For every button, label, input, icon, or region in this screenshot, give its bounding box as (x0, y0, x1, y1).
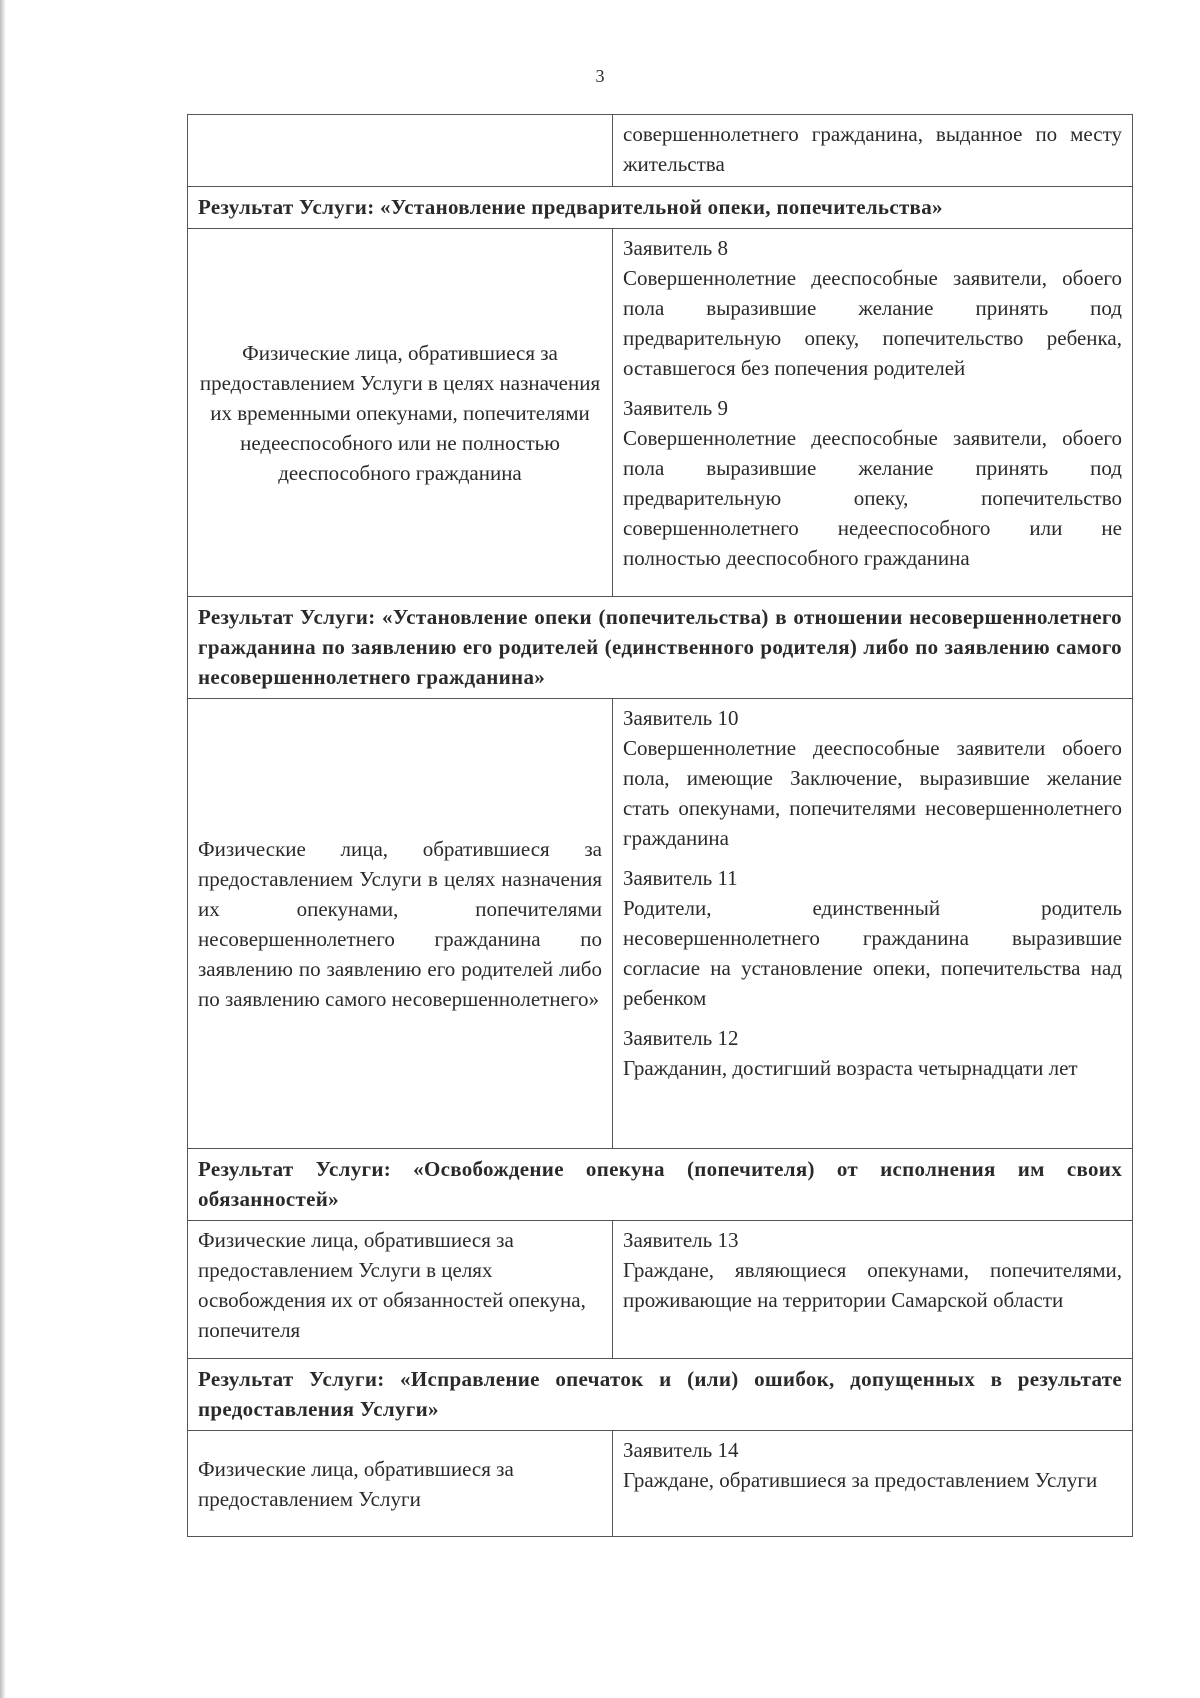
applicants-table (187, 114, 1133, 1537)
applicant-item (623, 1023, 1122, 1083)
applicant-title: Заявитель 10 (623, 706, 739, 730)
result-row (188, 187, 1133, 229)
applicant-item (623, 1435, 1122, 1495)
table-row (188, 1221, 1133, 1359)
applicant-item (623, 393, 1122, 573)
scan-edge-shadow (0, 0, 6, 1698)
result-row (188, 1359, 1133, 1431)
applicant-item (623, 703, 1122, 853)
applicant-item (623, 863, 1122, 1013)
applicant-title: Заявитель 11 (623, 866, 738, 890)
applicant-title: Заявитель 12 (623, 1026, 739, 1050)
applicant-title: Заявитель 8 (623, 236, 728, 260)
applicant-category-cell: Физические лица, обратившиеся за предоставлением Услуги в целях освобождения их от обязанностей опекуна, попечителя (188, 1221, 613, 1359)
applicant-description: Граждане, являющиеся опекунами, попечителями, проживающие на территории Самарской области (623, 1258, 1122, 1312)
applicant-list-cell (613, 229, 1133, 597)
applicant-list-cell (613, 1431, 1133, 1537)
applicant-item (623, 233, 1122, 383)
result-heading: Результат Услуги: «Исправление опечаток и (или) ошибок, допущенных в результате предоставления Услуги» (188, 1359, 1133, 1431)
applicant-category-cell: Физические лица, обратившиеся за предоставлением Услуги в целях назначения их опекунами, попечителями несовершеннолетнего гражданина по заявлению по заявлению его родителей либо по заявлению самого несовершеннолетнего» (188, 699, 613, 1149)
table-cell-empty (188, 115, 613, 187)
applicant-title: Заявитель 13 (623, 1228, 739, 1252)
applicant-list-cell (613, 699, 1133, 1149)
applicant-title: Заявитель 14 (623, 1438, 739, 1462)
result-heading: Результат Услуги: «Установление опеки (попечительства) в отношении несовершеннолетнего гражданина по заявлению его родителей (единственного родителя) либо по заявлению самого несовершеннолетнего гражданина» (188, 597, 1133, 699)
applicant-category-cell: Физические лица, обратившиеся за предоставлением Услуги (188, 1431, 613, 1537)
table-row (188, 1431, 1133, 1537)
applicant-item (623, 1225, 1122, 1315)
table-row (188, 699, 1133, 1149)
table-row (188, 229, 1133, 597)
applicant-category-cell: Физические лица, обратившиеся за предоставлением Услуги в целях назначения их временными опекунами, попечителями недееспособного или не полностью дееспособного гражданина (188, 229, 613, 597)
result-heading: Результат Услуги: «Установление предварительной опеки, попечительства» (188, 187, 1133, 229)
applicant-description: Граждане, обратившиеся за предоставлением Услуги (623, 1468, 1098, 1492)
applicant-description: Гражданин, достигший возраста четырнадцати лет (623, 1056, 1078, 1080)
applicant-list-cell (613, 1221, 1133, 1359)
applicant-title: Заявитель 9 (623, 396, 728, 420)
table-cell (613, 115, 1133, 187)
applicant-description: Родители, единственный родитель несовершеннолетнего гражданина выразившие согласие на установление опеки, попечительства над ребенком (623, 896, 1122, 1010)
cell-text: совершеннолетнего гражданина, выданное по месту жительства (623, 122, 1122, 176)
result-row (188, 1149, 1133, 1221)
page-number: 3 (595, 66, 605, 86)
table-row (188, 115, 1133, 187)
applicant-description: Совершеннолетние дееспособные заявители обоего пола, имеющие Заключение, выразившие желание стать опекунами, попечителями несовершеннолетнего гражданина (623, 736, 1122, 850)
result-row (188, 597, 1133, 699)
result-heading: Результат Услуги: «Освобождение опекуна (попечителя) от исполнения им своих обязанностей» (188, 1149, 1133, 1221)
applicant-description: Совершеннолетние дееспособные заявители, обоего пола выразившие желание принять под предварительную опеку, попечительство совершеннолетнего недееспособного или не полностью дееспособного гражданина (623, 426, 1122, 570)
applicant-description: Совершеннолетние дееспособные заявители, обоего пола выразившие желание принять под предварительную опеку, попечительство ребенка, оставшегося без попечения родителей (623, 266, 1122, 380)
